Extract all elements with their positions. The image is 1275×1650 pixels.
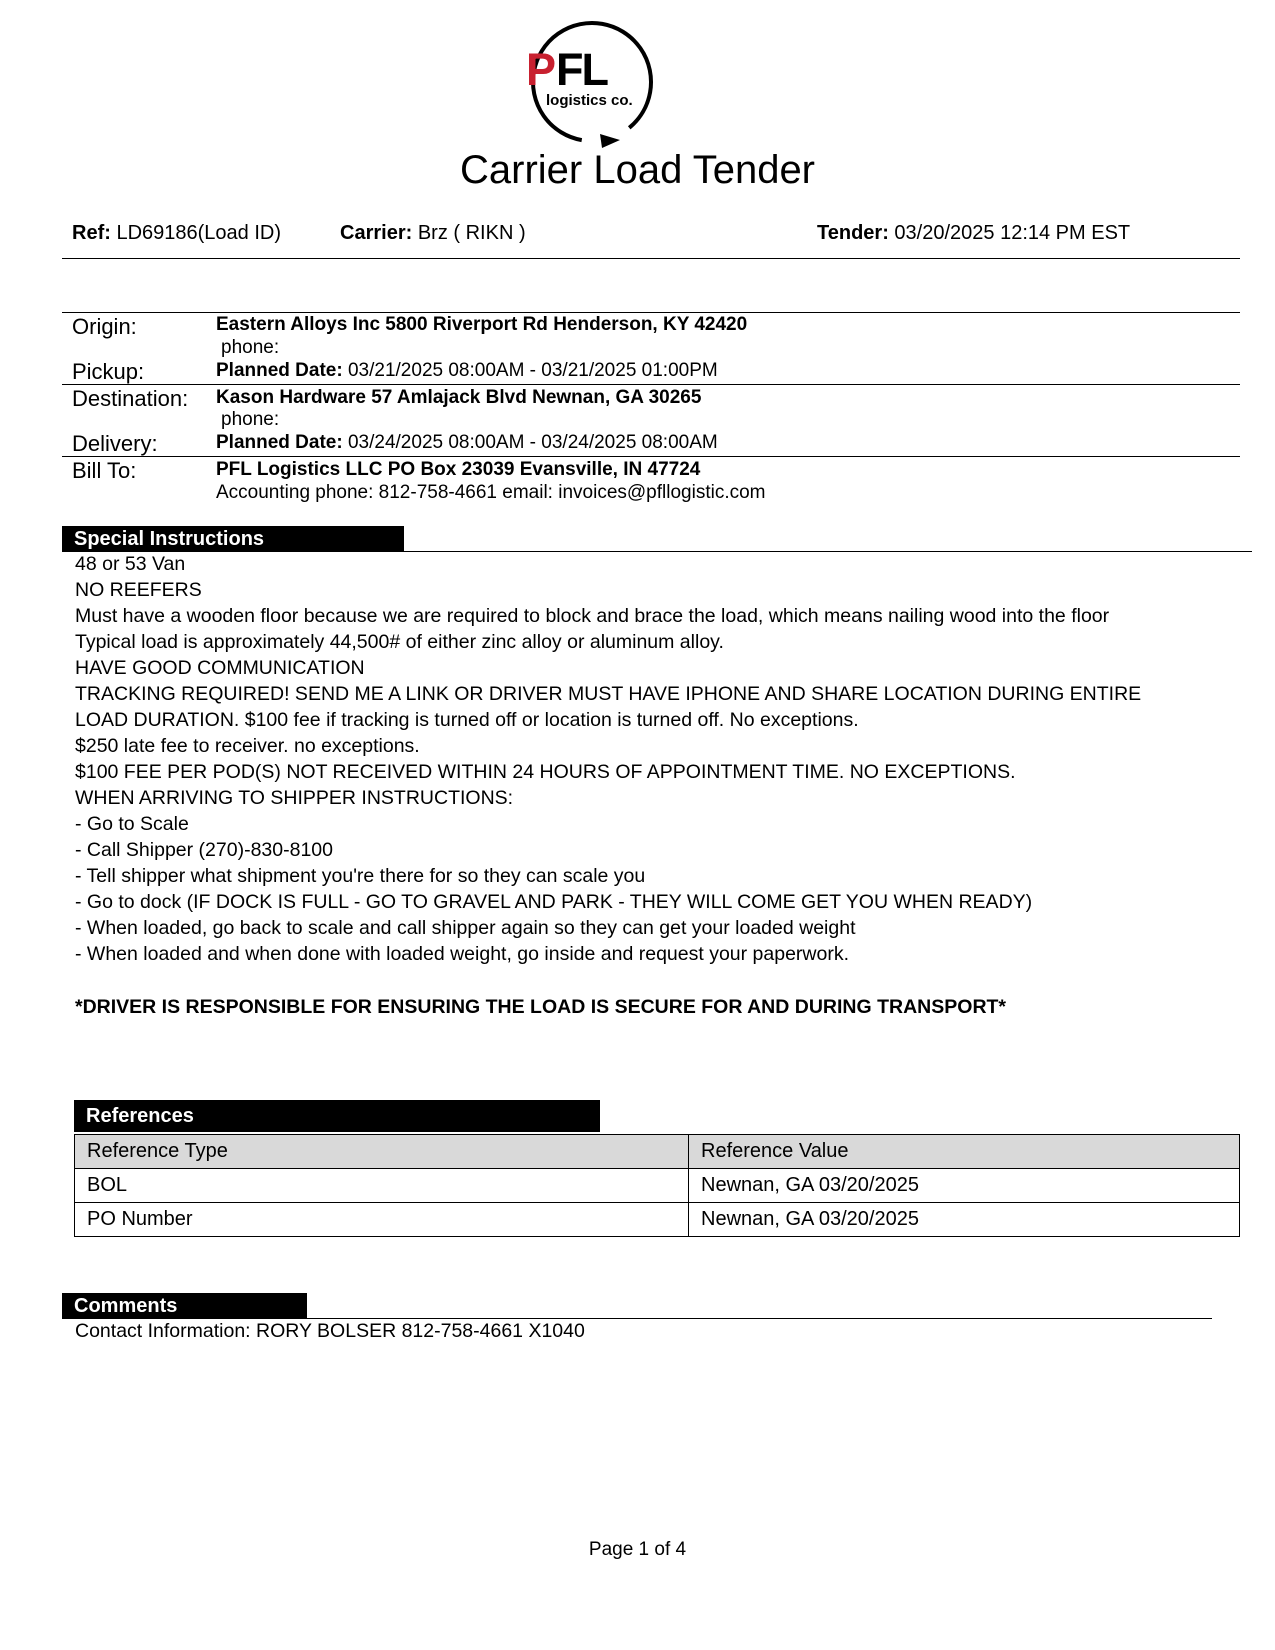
billto-value: PFL Logistics LLC PO Box 23039 Evansville, IN 47724 — [216, 459, 701, 480]
origin-divider — [62, 384, 1240, 385]
instruction-line: - Go to dock (IF DOCK IS FULL - GO TO GRAVEL AND PARK - THEY WILL COME GET YOU WHEN READY) — [75, 891, 1033, 913]
billto-contact: Accounting phone: 812-758-4661 email: invoices@pfllogistic.com — [216, 482, 766, 503]
instruction-line: - When loaded, go back to scale and call shipper again so they can get your loaded weight — [75, 917, 856, 939]
page-number: Page 1 of 4 — [588, 1539, 687, 1560]
comments-text: Contact Information: RORY BOLSER 812-758-4661 X1040 — [75, 1320, 585, 1342]
references-heading: References — [74, 1100, 600, 1132]
instruction-line: 48 or 53 Van — [75, 553, 186, 575]
stops-top-divider — [62, 312, 1240, 313]
table-row — [75, 1169, 1240, 1203]
driver-notice: *DRIVER IS RESPONSIBLE FOR ENSURING THE LOAD IS SECURE FOR AND DURING TRANSPORT* — [75, 996, 1007, 1018]
pickup-label: Pickup: — [72, 359, 145, 384]
instruction-line: Must have a wooden floor because we are required to block and brace the load, which means nailing wood into the floor — [75, 605, 1110, 627]
origin-value: Eastern Alloys Inc 5800 Riverport Rd Henderson, KY 42420 — [216, 314, 748, 335]
origin-phone: phone: — [221, 337, 280, 358]
header-divider — [62, 258, 1240, 259]
instruction-line: - Call Shipper (270)-830-8100 — [75, 839, 333, 861]
delivery-planned: Planned Date: 03/24/2025 08:00AM - 03/24/2025 08:00AM — [216, 432, 718, 453]
instruction-line: - Go to Scale — [75, 813, 189, 835]
page-title: Carrier Load Tender — [459, 148, 816, 192]
special-instructions-divider — [62, 551, 1252, 552]
tender-field: Tender: 03/20/2025 12:14 PM EST — [817, 222, 1131, 244]
instruction-line: Typical load is approximately 44,500# of either zinc alloy or aluminum alloy. — [75, 631, 724, 653]
svg-text:FL: FL — [556, 44, 607, 95]
reference-type-cell: BOL — [75, 1169, 689, 1203]
instruction-line: - Tell shipper what shipment you're there for so they can scale you — [75, 865, 646, 887]
column-header-type: Reference Type — [75, 1135, 689, 1169]
tender-value: 03/20/2025 12:14 PM EST — [894, 222, 1131, 244]
comments-heading: Comments — [62, 1293, 307, 1319]
instruction-line: HAVE GOOD COMMUNICATION — [75, 657, 365, 679]
instruction-line: $250 late fee to receiver. no exceptions. — [75, 735, 420, 757]
origin-label: Origin: — [72, 314, 137, 339]
carrier-value: Brz ( RIKN ) — [417, 222, 526, 244]
reference-type-cell: PO Number — [75, 1203, 689, 1237]
instruction-line: LOAD DURATION. $100 fee if tracking is turned off or location is turned off. No exceptions. — [75, 709, 859, 731]
reference-value-cell: Newnan, GA 03/20/2025 — [689, 1169, 1240, 1203]
ref-value: LD69186(Load ID) — [116, 222, 282, 244]
svg-text:logistics co.: logistics co. — [546, 92, 633, 109]
column-header-value: Reference Value — [689, 1135, 1240, 1169]
comments-divider — [62, 1318, 1212, 1319]
table-row — [75, 1203, 1240, 1237]
instruction-line: $100 FEE PER POD(S) NOT RECEIVED WITHIN 24 HOURS OF APPOINTMENT TIME. NO EXCEPTIONS. — [75, 761, 1016, 783]
instruction-line: - When loaded and when done with loaded weight, go inside and request your paperwork. — [75, 943, 850, 965]
destination-value: Kason Hardware 57 Amlajack Blvd Newnan, GA 30265 — [216, 387, 702, 408]
svg-text:P: P — [526, 44, 555, 95]
pickup-planned: Planned Date: 03/21/2025 08:00AM - 03/21/2025 01:00PM — [216, 360, 718, 381]
delivery-label: Delivery: — [72, 431, 158, 456]
special-instructions-heading: Special Instructions — [62, 526, 404, 552]
destination-label: Destination: — [72, 386, 189, 411]
instruction-line: NO REEFERS — [75, 579, 202, 601]
billto-label: Bill To: — [72, 458, 137, 483]
carrier-field: Carrier: Brz ( RIKN ) — [340, 222, 526, 244]
destination-phone: phone: — [221, 409, 280, 430]
instruction-line: TRACKING REQUIRED! SEND ME A LINK OR DRIVER MUST HAVE IPHONE AND SHARE LOCATION DURING ENTIRE — [75, 683, 1142, 705]
reference-value-cell: Newnan, GA 03/20/2025 — [689, 1203, 1240, 1237]
pfl-logo — [526, 12, 680, 152]
instruction-line: WHEN ARRIVING TO SHIPPER INSTRUCTIONS: — [75, 787, 514, 809]
destination-divider — [62, 456, 1240, 457]
references-table — [74, 1134, 1240, 1237]
ref-field: Ref: LD69186(Load ID) — [72, 222, 282, 244]
table-header-row — [75, 1135, 1240, 1169]
